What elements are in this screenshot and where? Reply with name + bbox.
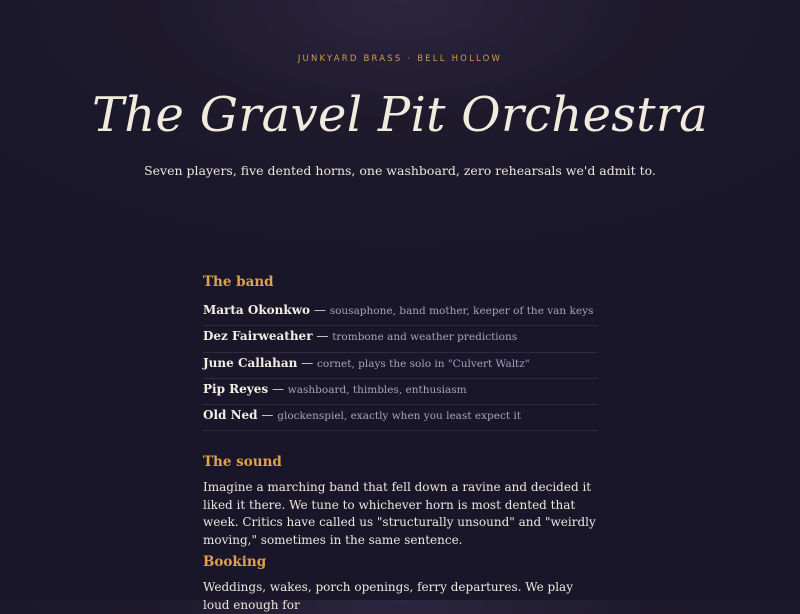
band-list <box>203 300 598 431</box>
member-role: cornet, plays the solo in "Culvert Waltz" <box>317 357 530 370</box>
sound-paragraph: Imagine a marching band that fell down a ravine and decided it liked it there. We tune to whichever horn is most dented that week. Critics have called us "structurally unsound" and "weirdly moving," sometimes in the same sentence. <box>203 480 596 547</box>
member-name: Pip Reyes <box>203 381 269 396</box>
band-member <box>203 405 598 431</box>
band-member <box>203 379 598 405</box>
dash-separator: — <box>313 303 326 317</box>
member-name: June Callahan <box>203 355 298 370</box>
booking-paragraph: Weddings, wakes, porch openings, ferry departures. We play loud enough for <box>203 580 573 612</box>
dash-separator: — <box>261 408 274 423</box>
main-content <box>203 272 598 612</box>
member-role: trombone and weather predictions <box>332 331 518 344</box>
member-name: Marta Okonkwo <box>203 303 311 317</box>
member-name: Dez Fairweather <box>203 329 313 344</box>
band-member <box>203 326 598 352</box>
eyebrow-label: JUNKYARD BRASS · BELL HOLLOW <box>297 54 503 64</box>
section-band <box>203 272 598 431</box>
band-member <box>203 353 598 379</box>
tagline: Seven players, five dented horns, one washboard, zero rehearsals we'd admit to. <box>144 163 656 178</box>
member-role: sousaphone, band mother, keeper of the van keys <box>329 305 594 317</box>
page-title: The Gravel Pit Orchestra <box>91 87 708 143</box>
section-booking <box>203 552 598 614</box>
dash-separator: — <box>301 355 314 370</box>
booking-heading: Booking <box>203 554 267 570</box>
band-member <box>203 300 598 326</box>
dash-separator: — <box>271 381 284 396</box>
sound-heading: The sound <box>203 454 282 470</box>
member-name: Old Ned <box>203 408 258 423</box>
section-sound <box>203 452 598 549</box>
band-heading: The band <box>203 274 274 290</box>
member-role: glockenspiel, exactly when you least expect it <box>277 410 521 423</box>
dash-separator: — <box>316 329 329 344</box>
member-role: washboard, thimbles, enthusiasm <box>287 383 467 396</box>
